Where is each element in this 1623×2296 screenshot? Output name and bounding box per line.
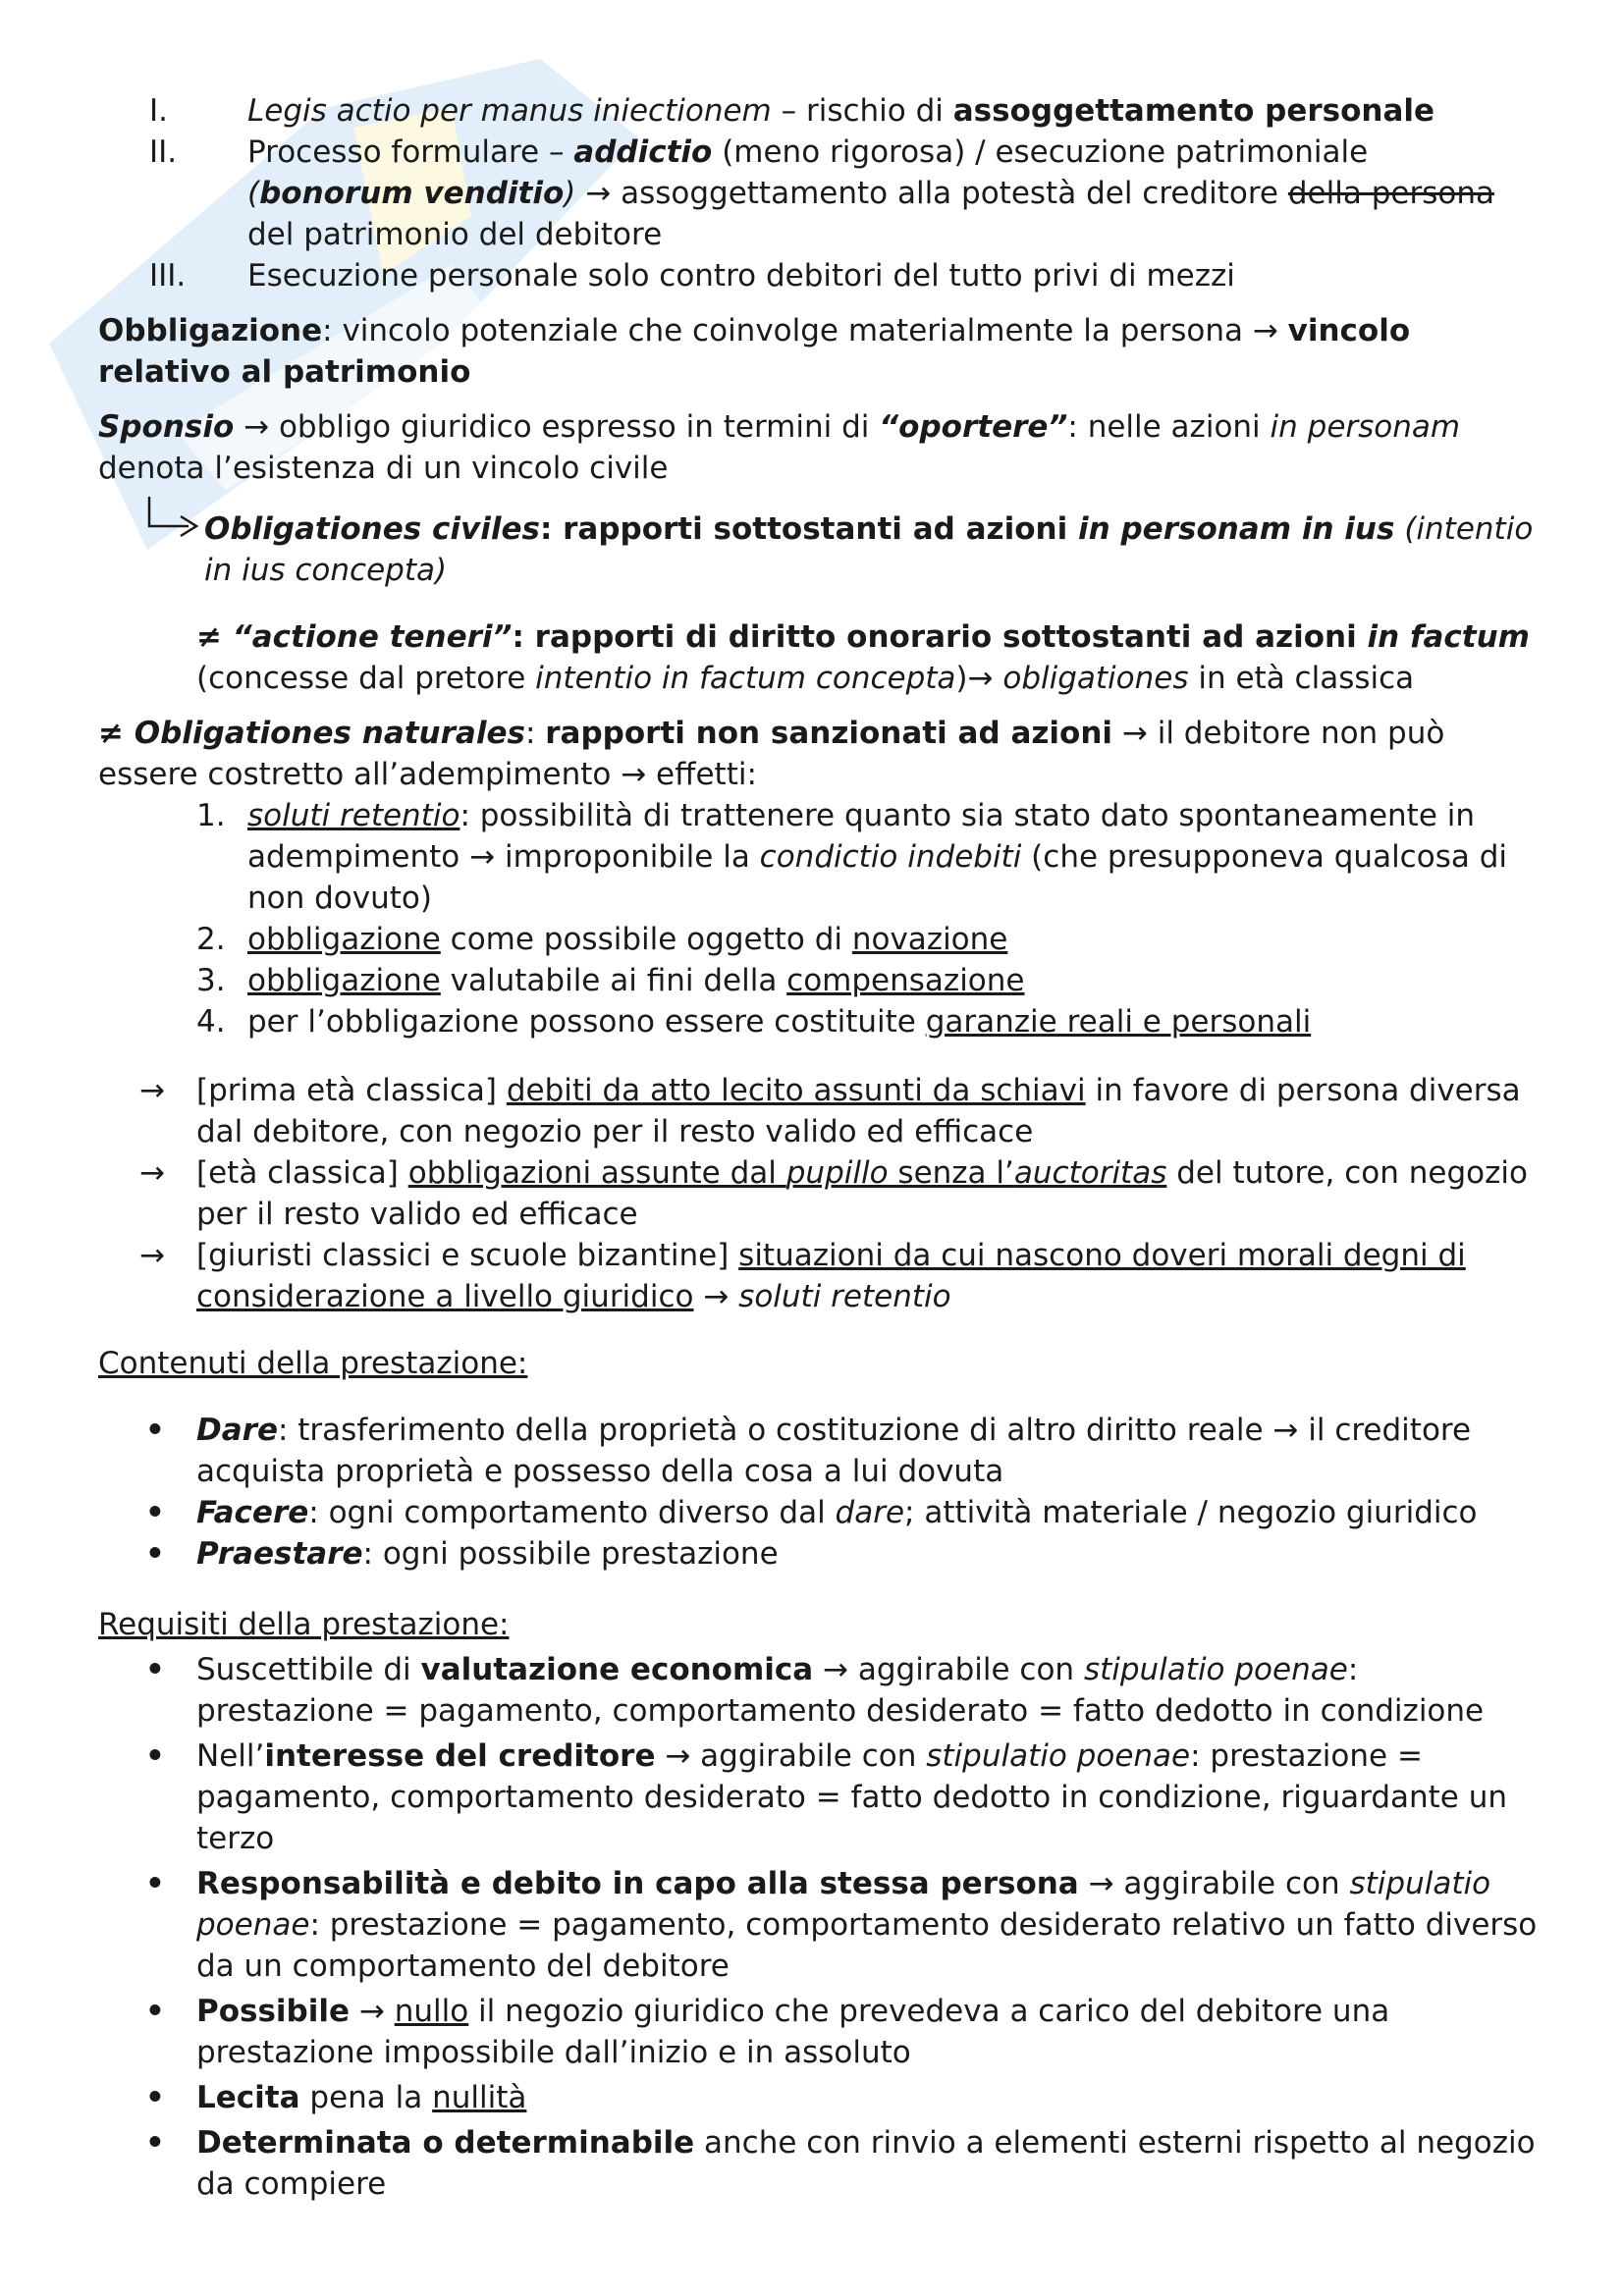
bullet-icon: • [145, 1495, 165, 1530]
list-item: I. Legis actio per manus iniectionem – rischio di assoggettamento personale [98, 90, 1542, 132]
requisiti-list [98, 1649, 1542, 2205]
list-item: → [giuristi classici e scuole bizantine] situazioni da cui nascono doveri morali degni di considerazione a livello giuridico → soluti retentio [98, 1235, 1542, 1317]
list-item: 1. soluti retentio: possibilità di trattenere quanto sia stato dato spontaneamente in adempimento → improponibile la condictio indebiti (che presupponeva qualcosa di non dovuto) [196, 798, 1507, 916]
list-item: 2. obbligazione come possibile oggetto di novazione [196, 922, 1008, 957]
bullet-icon: • [145, 1738, 165, 1774]
list-item: 3. obbligazione valutabile ai fini della compensazione [196, 963, 1025, 998]
list-item: • Determinata o determinabile anche con rinvio a elementi esterni rispetto al negozio da compiere [98, 2122, 1542, 2205]
list-item: • Responsabilità e debito in capo alla stessa persona → aggirabile con stipulatio poenae: prestazione = pagamento, comportamento desiderato relativo un fatto diverso da un comportamento del debitore [98, 1863, 1542, 1987]
arrow-icon: → [139, 1073, 165, 1108]
roman-list [98, 90, 1542, 296]
document-body [98, 90, 1542, 2205]
item-number: I. [149, 93, 168, 129]
contenuti-heading: Contenuti della prestazione: [98, 1346, 528, 1381]
bullet-icon: • [145, 2125, 165, 2161]
naturales-paragraph: ≠ Obligationes naturales: rapporti non sanzionati ad azioni → il debitore non può essere costretto all’adempimento → effetti: [98, 716, 1445, 792]
item-number: III. [149, 258, 187, 294]
sponsio-paragraph: Sponsio → obbligo giuridico espresso in termini di “oportere”: nelle azioni in personam denota l’esistenza di un vincolo civile [98, 409, 1461, 486]
list-item: • Possibile → nullo il negozio giuridico che prevedeva a carico del debitore una prestazione impossibile dall’inizio e in assoluto [98, 1991, 1542, 2073]
list-item: • Nell’interesse del creditore → aggirabile con stipulatio poenae: prestazione = pagamento, comportamento desiderato = fatto dedotto in condizione, riguardante un terzo [98, 1735, 1542, 1859]
requisiti-heading: Requisiti della prestazione: [98, 1607, 510, 1642]
bullet-icon: • [145, 1866, 165, 1901]
obbligazione-paragraph: Obbligazione: vincolo potenziale che coinvolge materialmente la persona → vincolo relativo al patrimonio [98, 313, 1411, 390]
bullet-icon: • [145, 2080, 165, 2115]
contenuti-list [98, 1410, 1542, 1575]
list-item: → [età classica] obbligazioni assunte dal pupillo senza l’auctoritas del tutore, con negozio per il resto valido ed efficace [98, 1152, 1542, 1235]
bullet-icon: • [145, 1994, 165, 2029]
list-item: → [prima età classica] debiti da atto lecito assunti da schiavi in favore di persona diversa dal debitore, con negozio per il resto valido ed efficace [98, 1070, 1542, 1152]
list-item: • Praestare: ogni possibile prestazione [98, 1533, 1542, 1575]
civiles-paragraph: Obligationes civiles: rapporti sottostanti ad azioni in personam in ius (intentio in ius concepta) [98, 508, 1542, 591]
arrow-icon: → [139, 1155, 165, 1191]
list-item: • Lecita pena la nullità [98, 2077, 1542, 2118]
list-item: III. Esecuzione personale solo contro debitori del tutto privi di mezzi [98, 255, 1542, 296]
corner-arrow-icon [145, 495, 204, 538]
item-number: II. [149, 134, 178, 170]
teneri-paragraph: ≠ “actione teneri”: rapporti di diritto onorario sottostanti ad azioni in factum (concesse dal pretore intentio in factum concepta)→ obligationes in età classica [196, 619, 1530, 696]
bullet-icon: • [145, 1652, 165, 1687]
arrow-icon: → [139, 1238, 165, 1273]
list-item: 4. per l’obbligazione possono essere costituite garanzie reali e personali [196, 1004, 1312, 1040]
bullet-icon: • [145, 1536, 165, 1572]
list-item: II. Processo formulare – addictio (meno rigorosa) / esecuzione patrimoniale (bonorum venditio) → assoggettamento alla potestà del creditore della persona del patrimonio del debitore [98, 132, 1542, 255]
effects-list [98, 795, 1542, 1042]
list-item: • Suscettibile di valutazione economica → aggirabile con stipulatio poenae: prestazione = pagamento, comportamento desiderato = fatto dedotto in condizione [98, 1649, 1542, 1732]
list-item: • Facere: ogni comportamento diverso dal dare; attività materiale / negozio giuridico [98, 1492, 1542, 1533]
bullet-icon: • [145, 1413, 165, 1448]
arrow-list [98, 1070, 1542, 1317]
list-item: • Dare: trasferimento della proprietà o costituzione di altro diritto reale → il creditore acquista proprietà e possesso della cosa a lui dovuta [98, 1410, 1542, 1492]
